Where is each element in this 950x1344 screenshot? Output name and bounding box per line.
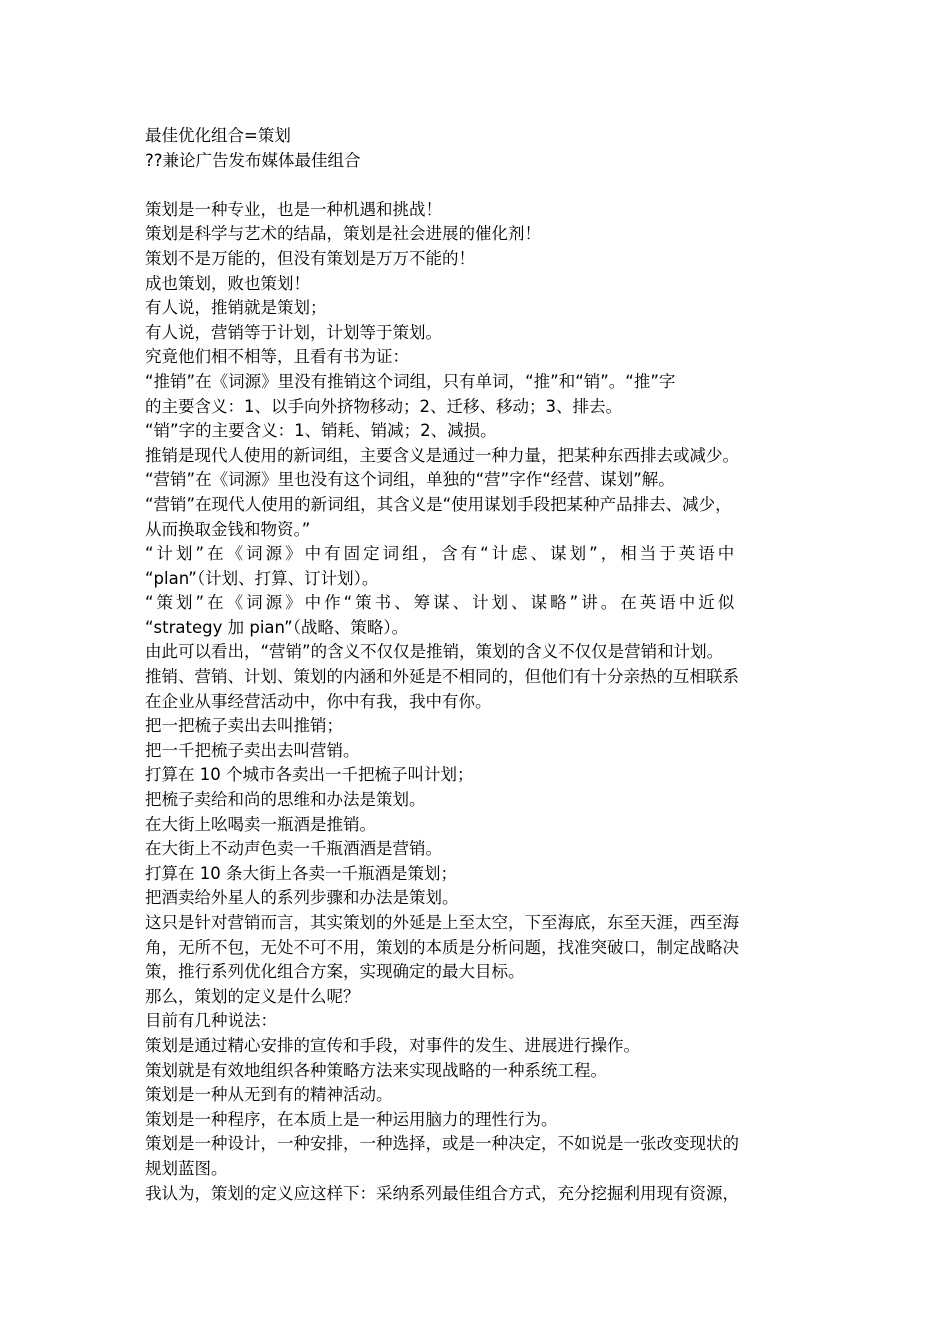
text-line: “策划”在《词源》中作“策书、筹谋、计划、谋略”讲。在英语中近似 [145,593,738,613]
text-line: 打算在 10 条大街上各卖一千瓶酒是策划； [145,863,457,883]
blank-line [145,173,813,198]
text-line: 把一把梳子卖出去叫推销； [145,716,343,736]
text-line: “计划”在《词源》中有固定词组，含有“计虑、谋划”，相当于英语中 [145,544,738,564]
text-line: 策划是一种专业，也是一种机遇和挑战！ [145,199,442,219]
text-line: 有人说，推销就是策划； [145,298,327,318]
text-line: 角，无所不包，无处不可不用，策划的本质是分析问题，找准突破口，制定战略决 [145,937,739,957]
text-line: 在大街上吆喝卖一瓶酒是推销。 [145,814,376,834]
document-body [145,124,813,1206]
text-line: 规划蓝图。 [145,1158,228,1178]
text-line: 的主要含义：1、以手向外挤物移动；2、迁移、移动；3、排去。 [145,396,622,416]
text-line: 在大街上不动声色卖一千瓶酒酒是营销。 [145,839,442,859]
text-line: 策划是一种从无到有的精神活动。 [145,1085,393,1105]
text-line: 推销是现代人使用的新词组，主要含义是通过一种力量，把某种东西排去或减少。 [145,445,739,465]
text-line: 成也策划，败也策划！ [145,273,310,293]
text-line: 由此可以看出，“营销”的含义不仅仅是推销，策划的含义不仅仅是营销和计划。 [145,642,724,662]
text-line: 策划是科学与艺术的结晶，策划是社会进展的催化剂！ [145,224,541,244]
text-line: 有人说，营销等于计划，计划等于策划。 [145,322,442,342]
text-line: 目前有几种说法： [145,1011,277,1031]
text-line: 策划是一种程序，在本质上是一种运用脑力的理性行为。 [145,1109,558,1129]
text-line: 策划不是万能的，但没有策划是万万不能的！ [145,248,475,268]
text-line: “plan”（计划、打算、订计划）。 [145,568,379,588]
doc-subtitle: ??兼论广告发布媒体最佳组合 [145,150,361,170]
paragraph-lines [145,198,813,1206]
text-line: 策划是通过精心安排的宣传和手段，对事件的发生、进展进行操作。 [145,1035,640,1055]
text-line: “销”字的主要含义：1、销耗、销减；2、减损。 [145,421,497,441]
text-line: 策划就是有效地组织各种策略方法来实现战略的一种系统工程。 [145,1060,607,1080]
text-line: 在企业从事经营活动中，你中有我，我中有你。 [145,691,492,711]
text-line: 把酒卖给外星人的系列步骤和办法是策划。 [145,888,459,908]
text-line: 那么，策划的定义是什么呢？ [145,986,360,1006]
text-line: “strategy 加 pian”（战略、策略）。 [145,617,409,637]
text-line: 究竟他们相不相等，且看有书为证： [145,347,409,367]
text-line: 把一千把梳子卖出去叫营销。 [145,740,360,760]
text-line: “推销”在《词源》里没有推销这个词组，只有单词，“推”和“销”。“推”字 [145,371,676,391]
text-line: 我认为，策划的定义应这样下：采纳系列最佳组合方式，充分挖掘利用现有资源， [145,1183,739,1203]
text-line: 策划是一种设计，一种安排，一种选择，或是一种决定，不如说是一张改变现状的 [145,1134,739,1154]
text-line: “营销”在《词源》里也没有这个词组，单独的“营”字作“经营、谋划”解。 [145,470,675,490]
text-line: 推销、营销、计划、策划的内涵和外延是不相同的，但他们有十分亲热的互相联系 [145,667,739,687]
text-line: “营销”在现代人使用的新词组，其含义是“使用谋划手段把某种产品排去、减少， [145,494,732,514]
text-line: 从而换取金钱和物资。” [145,519,311,539]
text-line: 策，推行系列优化组合方案，实现确定的最大目标。 [145,962,525,982]
doc-title: 最佳优化组合=策划 [145,126,291,145]
text-line: 打算在 10 个城市各卖出一千把梳子叫计划； [145,765,474,785]
text-line: 把梳子卖给和尚的思维和办法是策划。 [145,790,426,810]
text-line: 这只是针对营销而言，其实策划的外延是上至太空，下至海底，东至天涯，西至海 [145,913,739,932]
